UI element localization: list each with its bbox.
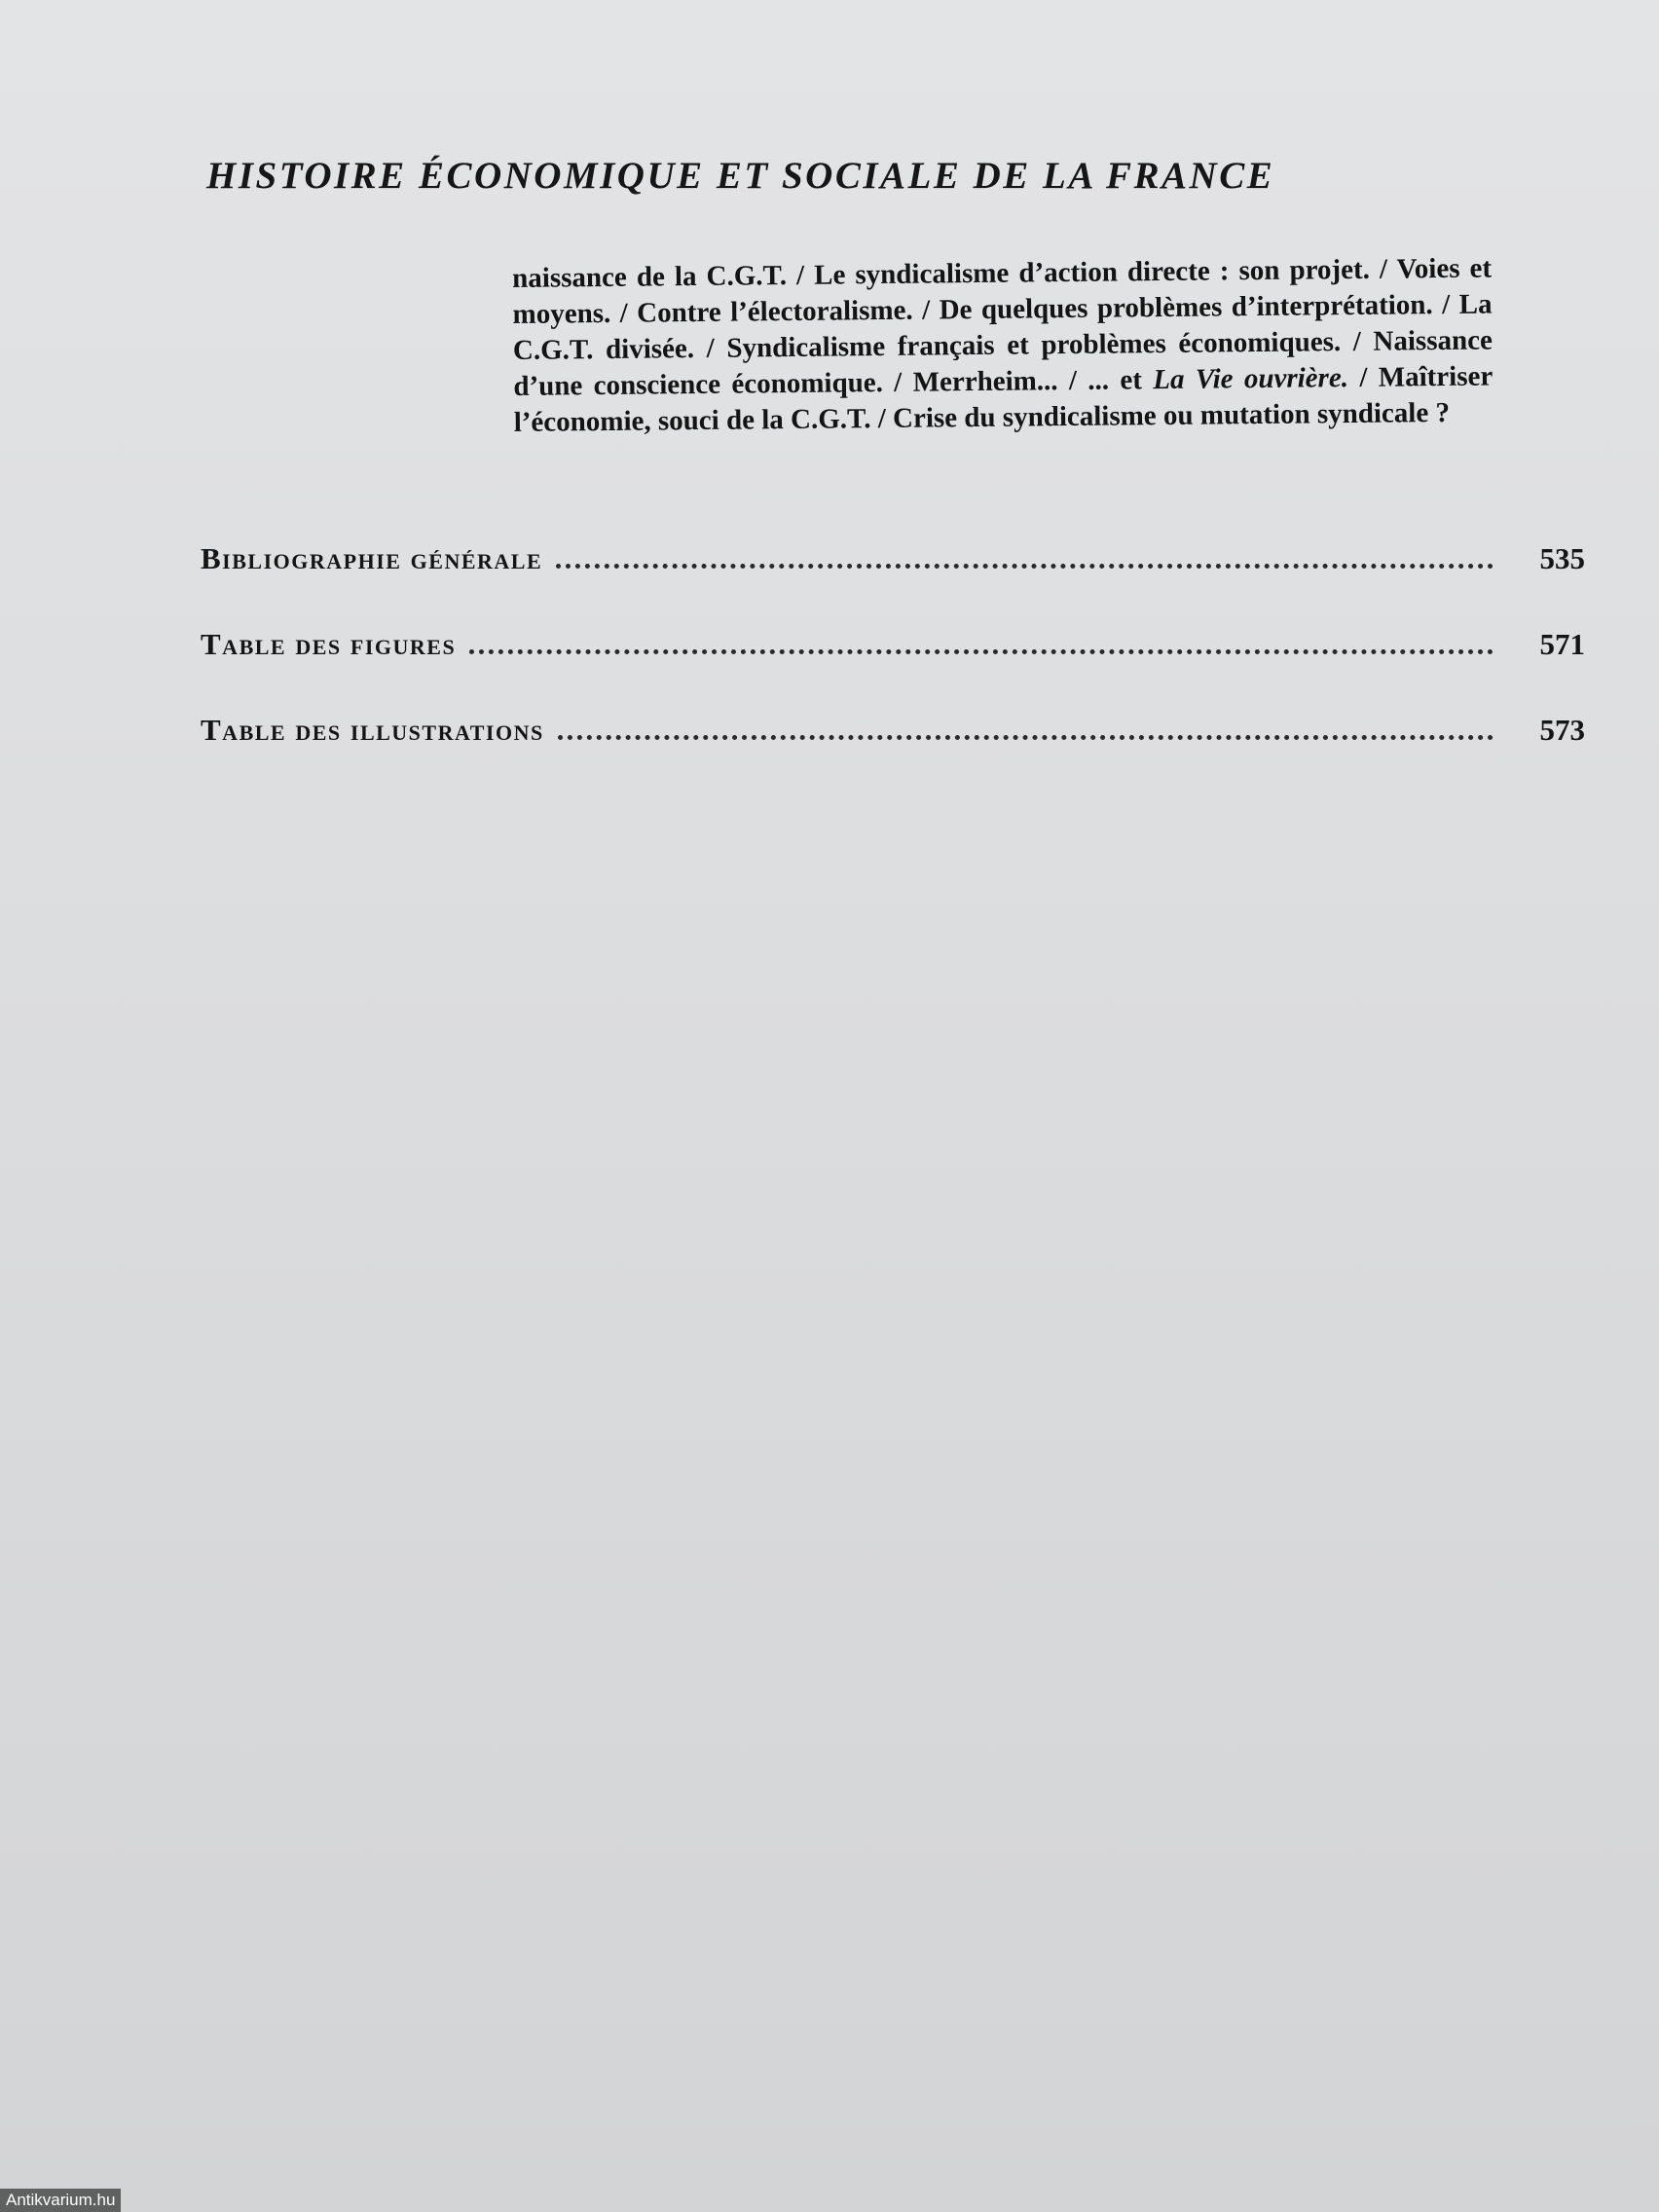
toc-entry-label: Table des figures <box>201 627 457 661</box>
toc-page-number: 573 <box>1539 713 1585 747</box>
toc-entry-bibliographie[interactable] <box>201 534 1585 576</box>
running-title: HISTOIRE ÉCONOMIQUE ET SOCIALE DE LA FRANCE <box>206 155 1275 197</box>
contents-text: naissance de la C.G.T. / Le syndicalisme d’action directe : son projet. / Voies et moyens. / Contre l’électoralisme. / De quelques problèmes d’interprétation. / La C.G.T. divisée. / Syndicalisme français et problèmes économiques. / Naissance d’une conscience économique. / Merrheim... / ... et <box>512 252 1493 402</box>
toc-entry-label: Table des illustrations <box>201 713 544 747</box>
toc-page-number: 535 <box>1539 541 1585 575</box>
dot-leader <box>556 564 1493 569</box>
watermark-label: Antikvarium.hu <box>0 2189 121 2212</box>
contents-text-end: / Maîtriser l’économie, souci de la C.G.T. / Crise du syndicalisme ou mutation syndicale ? <box>513 360 1493 438</box>
toc-page-number: 571 <box>1539 627 1585 661</box>
toc-entry-label: Bibliographie générale <box>201 541 543 575</box>
contents-italic-title: La Vie ouvrière. <box>1153 362 1349 396</box>
dot-leader <box>469 649 1493 654</box>
chapter-contents-paragraph <box>512 250 1493 441</box>
show-through-text <box>292 312 1519 2161</box>
dot-leader <box>558 735 1493 740</box>
toc-entry-figures[interactable] <box>201 619 1585 662</box>
toc-entry-illustrations[interactable] <box>201 705 1585 748</box>
